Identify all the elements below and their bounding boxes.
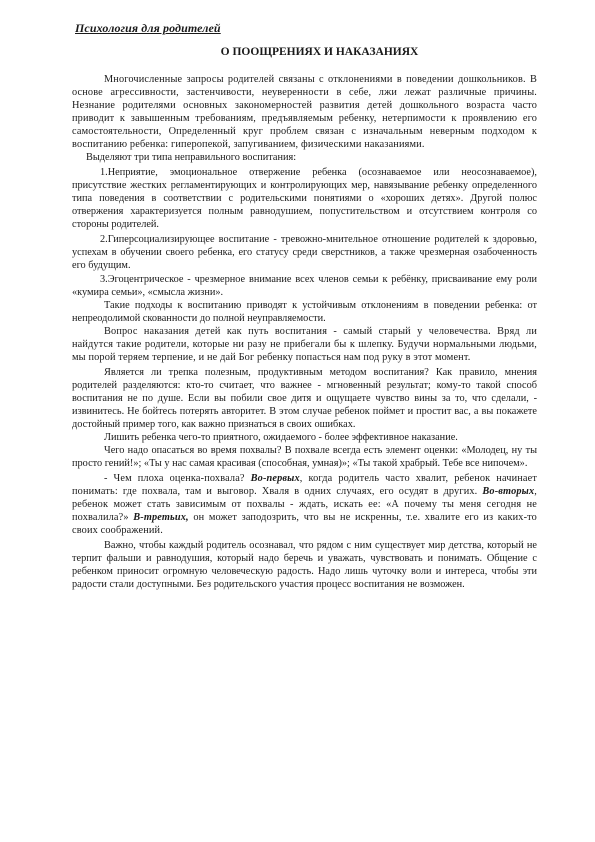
paragraph-type-2: 2.Гиперсоциализирующее воспитание - тревожно-мнительное отношение родителей к здоровью, успехам в обучении своего ребенка, его статусу среди сверстников, а также чрезмерная озабоченность его будущим. [72,233,537,271]
thirdly-label: В-третьих, [133,512,189,524]
thirdly-text: он может заподозрить, что вы не искренны, т.е. хвалите его из каких-то своих соображений. [72,512,537,537]
praise-question: - Чем плоха оценка-похвала? [104,472,251,484]
firstly-label: Во-первых [250,472,300,484]
paragraph-type-1: 1.Неприятие, эмоциональное отвержение ребенка (осознаваемое или неосознаваемое), присутствие жестких регламентирующих и контролирующих мер, навязывание ребенку определенного типа поведения в соответствии с родительскими понятиями о «хороших детях». Другой полюс отвержения характеризуется полным равнодушием, попустительством и отсутствием контроля со стороны родителей. [72,166,537,231]
paragraph-punishment: Вопрос наказания детей как путь воспитания - самый старый у человечества. Вряд ли найдутся такие родители, которые ни разу не прибегали бы к шлепку. Будучи нормальными людьми, мы порой теряем терпение, и не дай Бог ребенку попасться нам под руку в этот момент. [72,326,537,364]
secondly-label: Во-вторых [482,485,535,497]
paragraph-approaches: Такие подходы к воспитанию приводят к устойчивым отклонениям в поведении ребенка: от непреодолимой скованности до полной неуправляемости. [72,300,537,325]
paragraph-deprivation: Лишить ребенка чего-то приятного, ожидаемого - более эффективное наказание. [104,432,458,444]
paragraph-type-3: 3.Эгоцентрическое - чрезмерное внимание всех членов семьи к ребёнку, присваивание ему роли «кумира семьи», «смысла жизни». [72,274,537,299]
article-title: О ПООЩРЕНИЯХ И НАКАЗАНИЯХ [220,46,419,58]
article-body [72,73,537,591]
secondly-text: , ребенок может стать зависимым от похвалы - ждать, искать ее: «А почему ты меня сегодня не похвалила?» [72,485,537,524]
firstly-text: , когда родитель часто хвалит, ребенок начинает понимать: где похвала, там и выговор. Хваля в одних случаях, его осудят в других. [72,472,537,497]
paragraph-praise-evaluation [72,472,537,537]
paragraph-intro: Многочисленные запросы родителей связаны с отклонениями в поведении дошкольников. В основе агрессивности, застенчивости, неуверенности в себе, лжи лежат различные причины. Незнание родителями основных закономерностей развития детей дошкольного возраста часто приводит к завышенным требованиям, предъявляемым ребенку, нетерпимости к проявлению его самостоятельности, Определенный круг проблем связан с изначальным неверным подходом к воспитанию ребенка: гиперопекой, запугиванием, физическими наказаниями. [72,74,537,151]
section-header: Психология для родителей [75,21,221,35]
paragraph-spanking: Является ли трепка полезным, продуктивным методом воспитания? Как правило, мнения родителей разделяются: кто-то считает, что важнее - мгновенный результат; кому-то такой способ воспитания не по душе. Если вы побили свое дитя и ощущаете чувство вины за то, что сделали, - извинитесь. Не бойтесь потерять авторитет. В этом случае ребенок поймет и простит вас, а вы покажете достойный пример того, как важно признаться в своих ошибках. [72,367,537,431]
paragraph-types-intro: Выделяют три типа неправильного воспитания: [86,152,297,164]
paragraph-praise-caution: Чего надо опасаться во время похвалы? В похвале всегда есть элемент оценки: «Молодец, ну ты просто гений!»; «Ты у нас самая красивая (способная, умная)»; «Ты такой храбрый. Тебе все нипочем». [72,445,537,470]
paragraph-conclusion: Важно, чтобы каждый родитель осознавал, что рядом с ним существует мир детства, который не терпит фальши и равнодушия, который надо беречь и уважать, чувствовать и понимать. Общение с ребенком приносит огромную человеческую радость. Надо лишь чуточку воли и интереса, чтобы эти радости стали доступными. Без родительского участия процесс воспитания не возможен. [72,539,537,590]
